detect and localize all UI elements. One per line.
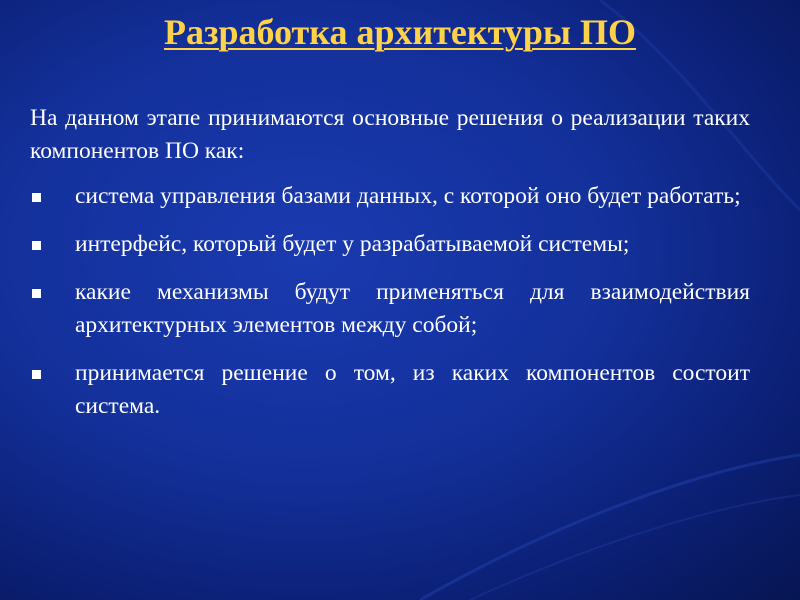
list-item xyxy=(30,228,750,261)
list-item-text: интерфейс, который будет у разрабатываемой системы; xyxy=(75,231,630,257)
list-item-text: принимается решение о том, из каких компонентов состоит система. xyxy=(75,360,750,419)
bullet-list xyxy=(30,180,750,423)
list-item-text: какие механизмы будут применяться для взаимодействия архитектурных элементов между собой; xyxy=(75,279,750,338)
square-bullet-icon xyxy=(32,193,41,202)
slide-title: Разработка архитектуры ПО xyxy=(164,12,636,52)
square-bullet-icon xyxy=(32,370,41,379)
square-bullet-icon xyxy=(32,289,41,298)
slide-body xyxy=(30,102,750,438)
list-item xyxy=(30,357,750,423)
list-item xyxy=(30,276,750,342)
list-item-text: система управления базами данных, с которой оно будет работать; xyxy=(75,183,741,209)
list-item xyxy=(30,180,750,213)
square-bullet-icon xyxy=(32,241,41,250)
intro-paragraph: На данном этапе принимаются основные решения о реализации таких компонентов ПО как: xyxy=(30,105,750,164)
